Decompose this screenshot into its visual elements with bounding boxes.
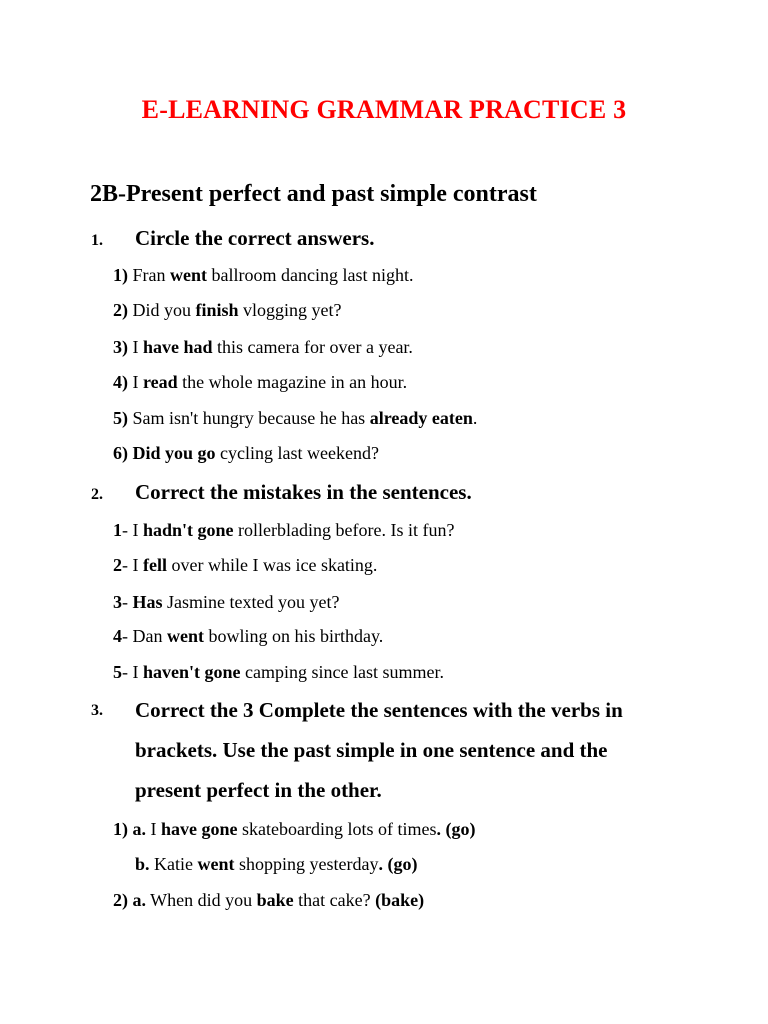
item-label: a.	[132, 890, 146, 910]
item-answer: Did you go	[132, 443, 216, 463]
exercise-1-item	[113, 440, 379, 466]
exercise-instruction-line: brackets. Use the past simple in one sentence and the	[135, 738, 608, 762]
section-title: 2B-Present perfect and past simple contrast	[90, 181, 537, 207]
item-verb-hint: . (go)	[378, 854, 418, 874]
exercise-3-item	[113, 816, 475, 842]
item-correction: Has	[132, 592, 163, 612]
item-text: this camera for over a year.	[212, 337, 413, 357]
item-text: bowling on his birthday.	[203, 626, 384, 646]
item-text: vlogging yet?	[238, 300, 342, 320]
exercise-1-item	[113, 405, 477, 431]
exercise-instruction-line: present perfect in the other.	[135, 778, 382, 802]
item-answer: read	[143, 372, 178, 392]
item-number: 2)	[113, 890, 128, 910]
item-text: -	[122, 592, 133, 612]
item-text: I	[128, 372, 143, 392]
exercise-2-item	[113, 517, 454, 543]
item-number: 6)	[113, 443, 128, 463]
exercise-3-item	[113, 887, 424, 913]
item-label: b.	[135, 854, 150, 874]
item-number: 5	[113, 662, 122, 682]
item-text: - Dan	[122, 626, 167, 646]
item-answer: finish	[195, 300, 239, 320]
item-text: rollerblading before. Is it fun?	[233, 520, 455, 540]
item-text: Jasmine texted you yet?	[162, 592, 340, 612]
item-correction: hadn't gone	[143, 520, 234, 540]
item-number: 1)	[113, 819, 128, 839]
item-text: When did you	[146, 890, 257, 910]
item-answer: have had	[143, 337, 213, 357]
item-answer: went	[170, 265, 207, 285]
item-text: shopping yesterday	[234, 854, 379, 874]
item-correction: fell	[143, 555, 167, 575]
item-text: over while I was ice skating.	[167, 555, 378, 575]
item-number: 4	[113, 626, 122, 646]
document-title: E-LEARNING GRAMMAR PRACTICE 3	[141, 95, 627, 124]
item-text: Fran	[128, 265, 170, 285]
item-text: - I	[122, 662, 143, 682]
item-answer: have gone	[161, 819, 238, 839]
item-text: Sam isn't hungry because he has	[128, 408, 370, 428]
item-number: 3)	[113, 337, 128, 357]
exercise-instruction-line: Correct the 3 Complete the sentences with the verbs in	[135, 698, 623, 722]
exercise-3-item	[135, 851, 417, 877]
item-text: - I	[122, 520, 143, 540]
item-correction: went	[166, 626, 204, 646]
item-text: .	[472, 408, 478, 428]
exercise-number: 3.	[91, 702, 103, 719]
item-text: that cake?	[293, 890, 376, 910]
item-number: 3	[113, 592, 122, 612]
exercise-2-item	[113, 552, 377, 578]
item-text: the whole magazine in an hour.	[177, 372, 408, 392]
exercise-1-item	[113, 369, 407, 395]
item-text: camping since last summer.	[240, 662, 444, 682]
exercise-2-item	[113, 623, 383, 649]
item-answer: bake	[256, 890, 294, 910]
item-text: I	[146, 819, 161, 839]
item-correction: haven't gone	[143, 662, 241, 682]
item-text: skateboarding lots of times	[237, 819, 437, 839]
exercise-number: 1.	[91, 232, 103, 249]
item-text: ballroom dancing last night.	[207, 265, 414, 285]
exercise-1-item	[113, 334, 413, 360]
item-text: Did you	[128, 300, 196, 320]
item-text: - I	[122, 555, 143, 575]
item-text: cycling last weekend?	[215, 443, 379, 463]
exercise-instruction: Correct the mistakes in the sentences.	[135, 480, 472, 504]
exercise-2-item	[113, 659, 444, 685]
item-label: a.	[132, 819, 146, 839]
exercise-2-item	[113, 589, 339, 615]
item-text: I	[128, 337, 143, 357]
exercise-number: 2.	[91, 486, 103, 503]
item-answer: already eaten	[369, 408, 473, 428]
exercise-1-item	[113, 297, 342, 323]
item-number: 2	[113, 555, 122, 575]
item-answer: went	[197, 854, 235, 874]
item-number: 2)	[113, 300, 128, 320]
exercise-1-item	[113, 262, 413, 288]
exercise-instruction: Circle the correct answers.	[135, 226, 375, 250]
item-verb-hint: (bake)	[375, 890, 425, 910]
item-number: 4)	[113, 372, 128, 392]
item-number: 5)	[113, 408, 128, 428]
item-text: Katie	[149, 854, 198, 874]
item-number: 1	[113, 520, 122, 540]
item-number: 1)	[113, 265, 128, 285]
item-verb-hint: . (go)	[436, 819, 476, 839]
